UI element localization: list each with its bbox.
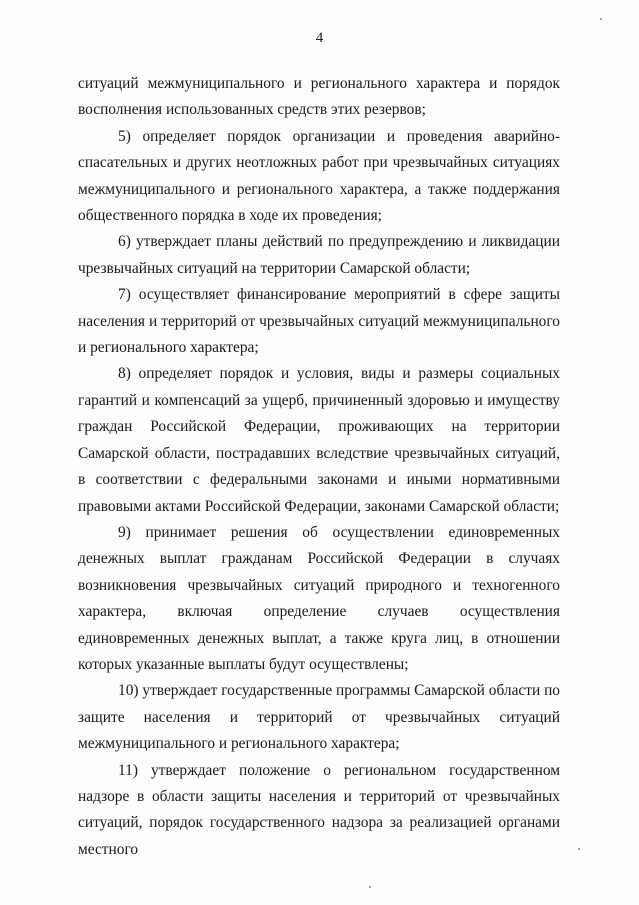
scan-speck	[600, 18, 602, 20]
paragraph-item-8: 8) определяет порядок и условия, виды и размеры социальных гарантий и компенсаций за ущерб, причиненный здоровью и имуществу граждан Российской Федерации, проживающих на территории Самарской области, пострадавших вследствие чрезвычайных ситуаций, в соответствии с федеральными законами и иными нормативными правовыми актами Российской Федерации, законами Самарской области;	[78, 365, 560, 515]
document-body	[78, 71, 560, 863]
scan-speck	[369, 886, 371, 888]
paragraph-item-5: 5) определяет порядок организации и проведения аварийно-спасательных и других неотложных работ при чрезвычайных ситуациях межмуниципального и регионального характера, а также поддержания общественного порядка в ходе их проведения;	[78, 127, 560, 225]
paragraph-item-10: 10) утверждает государственные программы Самарской области по защите населения и территорий от чрезвычайных ситуаций межмуниципального и регионального характера;	[78, 682, 560, 753]
paragraph-continuation: ситуаций межмуниципального и регионального характера и порядок восполнения использованных средств этих резервов;	[78, 75, 560, 119]
paragraph-item-11: 11) утверждает положение о региональном государственном надзоре в области защиты населения и территорий от чрезвычайных ситуаций, порядок государственного надзора за реализацией органами местного	[78, 761, 560, 858]
paragraph-item-7: 7) осуществляет финансирование мероприятий в сфере защиты населения и территорий от чрезвычайных ситуаций межмуниципального и регионального характера;	[78, 286, 560, 357]
paragraph-item-9: 9) принимает решения об осуществлении единовременных денежных выплат гражданам Российской Федерации в случаях возникновения чрезвычайных ситуаций природного и техногенного характера, включая определение случаев осуществления единовременных денежных выплат, а также круга лиц, в отношении которых указанные выплаты будут осуществлены;	[78, 523, 560, 673]
paragraph-item-6: 6) утверждает планы действий по предупреждению и ликвидации чрезвычайных ситуаций на территории Самарской области;	[78, 233, 560, 277]
scan-speck	[578, 848, 580, 850]
page-number: 4	[315, 30, 324, 46]
